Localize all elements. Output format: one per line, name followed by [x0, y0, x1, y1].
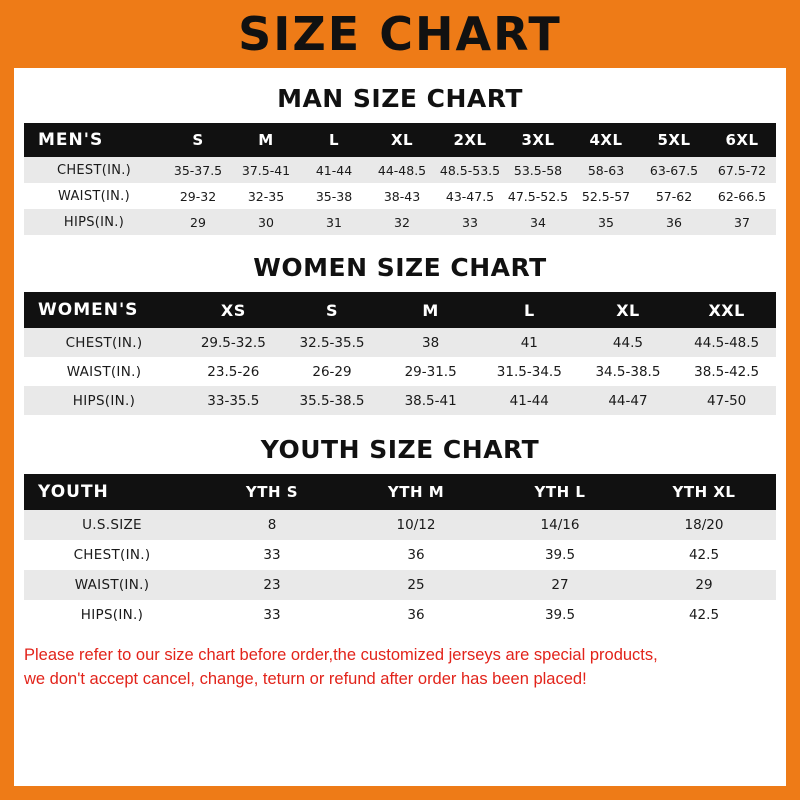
- cell: 38.5-42.5: [677, 357, 776, 386]
- cell: 14/16: [488, 510, 632, 540]
- cell: 34.5-38.5: [579, 357, 678, 386]
- row-label: HIPS(IN.): [24, 209, 164, 235]
- cell: 36: [640, 209, 708, 235]
- table-row: [24, 328, 776, 357]
- cell: 35: [572, 209, 640, 235]
- cell: 67.5-72: [708, 157, 776, 183]
- column-header: M: [232, 123, 300, 157]
- cell: 38-43: [368, 183, 436, 209]
- table-row: [24, 209, 776, 235]
- cell: 44-48.5: [368, 157, 436, 183]
- cell: 31: [300, 209, 368, 235]
- cell: 53.5-58: [504, 157, 572, 183]
- banner: [0, 0, 800, 68]
- cell: 30: [232, 209, 300, 235]
- cell: 25: [344, 570, 488, 600]
- column-header: L: [480, 292, 579, 328]
- cell: 37: [708, 209, 776, 235]
- cell: 36: [344, 600, 488, 630]
- column-header: S: [283, 292, 382, 328]
- cell: 39.5: [488, 600, 632, 630]
- column-header: S: [164, 123, 232, 157]
- cell: 23: [200, 570, 344, 600]
- column-header: XXL: [677, 292, 776, 328]
- cell: 29-31.5: [381, 357, 480, 386]
- content: [14, 68, 786, 786]
- row-label: CHEST(IN.): [24, 157, 164, 183]
- youth-section-title: YOUTH SIZE CHART: [260, 435, 540, 464]
- man-section-title: MAN SIZE CHART: [277, 84, 523, 113]
- cell: 57-62: [640, 183, 708, 209]
- column-header: L: [300, 123, 368, 157]
- cell: 35.5-38.5: [283, 386, 382, 415]
- cell: 37.5-41: [232, 157, 300, 183]
- cell: 44.5: [579, 328, 678, 357]
- table-row: [24, 570, 776, 600]
- cell: 23.5-26: [184, 357, 283, 386]
- women-section-title: WOMEN SIZE CHART: [253, 253, 547, 282]
- column-header: XL: [579, 292, 678, 328]
- column-header: 6XL: [708, 123, 776, 157]
- cell: 33: [436, 209, 504, 235]
- cell: 33-35.5: [184, 386, 283, 415]
- column-header: 3XL: [504, 123, 572, 157]
- column-header: 5XL: [640, 123, 708, 157]
- footnote-line-2: we don't accept cancel, change, teturn or refund after order has been placed!: [24, 669, 587, 688]
- table-header-row: [24, 474, 776, 510]
- bottom-accent-bar: [0, 786, 800, 800]
- cell: 41-44: [480, 386, 579, 415]
- table-header-row: [24, 123, 776, 157]
- cell: 48.5-53.5: [436, 157, 504, 183]
- cell: 58-63: [572, 157, 640, 183]
- cell: 41-44: [300, 157, 368, 183]
- cell: 10/12: [344, 510, 488, 540]
- column-header: YTH S: [200, 474, 344, 510]
- cell: 35-37.5: [164, 157, 232, 183]
- cell: 33: [200, 600, 344, 630]
- footnote: [24, 644, 776, 692]
- cell: 29.5-32.5: [184, 328, 283, 357]
- table-header-row: [24, 292, 776, 328]
- cell: 33: [200, 540, 344, 570]
- column-header: 2XL: [436, 123, 504, 157]
- cell: 36: [344, 540, 488, 570]
- cell: 32.5-35.5: [283, 328, 382, 357]
- column-header: YOUTH: [24, 474, 200, 510]
- table-row: [24, 600, 776, 630]
- cell: 38: [381, 328, 480, 357]
- cell: 44.5-48.5: [677, 328, 776, 357]
- cell: 47.5-52.5: [504, 183, 572, 209]
- cell: 18/20: [632, 510, 776, 540]
- column-header: XL: [368, 123, 436, 157]
- column-header: YTH L: [488, 474, 632, 510]
- banner-title: SIZE CHART: [238, 7, 562, 61]
- cell: 62-66.5: [708, 183, 776, 209]
- youth-size-table: [24, 474, 776, 630]
- cell: 29: [632, 570, 776, 600]
- cell: 29: [164, 209, 232, 235]
- table-row: [24, 510, 776, 540]
- column-header: M: [381, 292, 480, 328]
- cell: 29-32: [164, 183, 232, 209]
- cell: 34: [504, 209, 572, 235]
- row-label: WAIST(IN.): [24, 357, 184, 386]
- table-row: [24, 540, 776, 570]
- cell: 42.5: [632, 540, 776, 570]
- cell: 38.5-41: [381, 386, 480, 415]
- column-header: YTH XL: [632, 474, 776, 510]
- table-row: [24, 183, 776, 209]
- cell: 26-29: [283, 357, 382, 386]
- column-header: WOMEN'S: [24, 292, 184, 328]
- table-row: [24, 157, 776, 183]
- cell: 52.5-57: [572, 183, 640, 209]
- column-header: 4XL: [572, 123, 640, 157]
- cell: 44-47: [579, 386, 678, 415]
- row-label: HIPS(IN.): [24, 386, 184, 415]
- column-header: YTH M: [344, 474, 488, 510]
- row-label: CHEST(IN.): [24, 328, 184, 357]
- row-label: WAIST(IN.): [24, 570, 200, 600]
- row-label: WAIST(IN.): [24, 183, 164, 209]
- row-label: CHEST(IN.): [24, 540, 200, 570]
- column-header: XS: [184, 292, 283, 328]
- cell: 39.5: [488, 540, 632, 570]
- cell: 27: [488, 570, 632, 600]
- cell: 32-35: [232, 183, 300, 209]
- cell: 43-47.5: [436, 183, 504, 209]
- table-row: [24, 357, 776, 386]
- cell: 47-50: [677, 386, 776, 415]
- cell: 63-67.5: [640, 157, 708, 183]
- cell: 8: [200, 510, 344, 540]
- footnote-line-1: Please refer to our size chart before order,the customized jerseys are special products,: [24, 646, 658, 664]
- row-label: HIPS(IN.): [24, 600, 200, 630]
- cell: 32: [368, 209, 436, 235]
- column-header: MEN'S: [24, 123, 164, 157]
- cell: 41: [480, 328, 579, 357]
- man-size-table: [24, 123, 776, 235]
- cell: 42.5: [632, 600, 776, 630]
- cell: 31.5-34.5: [480, 357, 579, 386]
- cell: 35-38: [300, 183, 368, 209]
- women-size-table: [24, 292, 776, 415]
- row-label: U.S.SIZE: [24, 510, 200, 540]
- table-row: [24, 386, 776, 415]
